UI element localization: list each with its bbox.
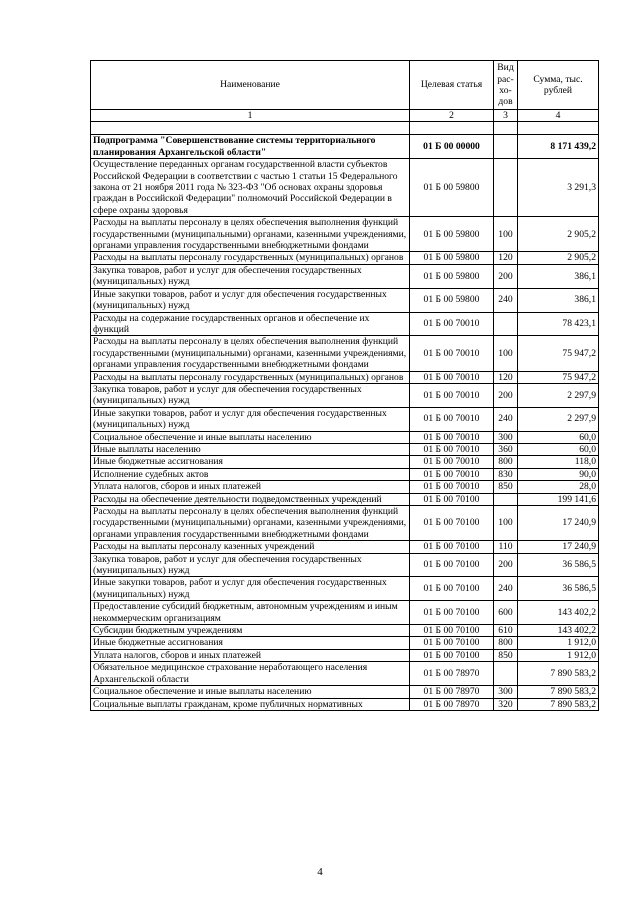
table-row	[91, 625, 599, 637]
row-type-cell: 800	[494, 637, 518, 649]
row-type-cell: 200	[494, 264, 518, 288]
row-sum-cell: 2 905,2	[518, 252, 599, 264]
table-body	[91, 135, 599, 711]
row-sum-cell: 75 947,2	[518, 371, 599, 383]
table-header-row	[91, 61, 599, 110]
table-row	[91, 468, 599, 480]
column-number: 3	[494, 110, 518, 122]
row-code-cell: 01 Б 00 70100	[410, 553, 494, 577]
row-type-cell: 300	[494, 686, 518, 698]
row-code-cell: 01 Б 00 70010	[410, 371, 494, 383]
row-type-cell: 200	[494, 553, 518, 577]
row-sum-cell: 7 890 583,2	[518, 662, 599, 686]
row-type-cell	[494, 662, 518, 686]
row-name-cell: Иные выплаты населению	[91, 443, 410, 455]
row-type-cell: 100	[494, 336, 518, 371]
table-row	[91, 252, 599, 264]
table-row	[91, 577, 599, 601]
header-type: Вид рас- хо- дов	[494, 61, 518, 110]
row-code-cell: 01 Б 00 70100	[410, 577, 494, 601]
row-type-cell: 610	[494, 625, 518, 637]
row-code-cell: 01 Б 00 70010	[410, 456, 494, 468]
row-name-cell: Исполнение судебных актов	[91, 468, 410, 480]
table-row	[91, 481, 599, 493]
row-name-cell: Предоставление субсидий бюджетным, автономным учреждениям и иным некоммерческим организациям	[91, 601, 410, 625]
table-row	[91, 371, 599, 383]
row-type-cell	[494, 312, 518, 336]
row-sum-cell: 7 890 583,2	[518, 686, 599, 698]
table-row	[91, 456, 599, 468]
row-name-cell: Иные закупки товаров, работ и услуг для обеспечения государственных (муниципальных) нужд	[91, 407, 410, 431]
row-type-cell: 800	[494, 456, 518, 468]
row-code-cell: 01 Б 00 78970	[410, 686, 494, 698]
row-sum-cell: 386,1	[518, 264, 599, 288]
row-code-cell: 01 Б 00 59800	[410, 264, 494, 288]
table-row	[91, 443, 599, 455]
row-name-cell: Социальное обеспечение и иные выплаты населению	[91, 431, 410, 443]
row-type-cell: 120	[494, 252, 518, 264]
row-name-cell: Расходы на выплаты персоналу государственных (муниципальных) органов	[91, 371, 410, 383]
row-type-cell: 320	[494, 698, 518, 710]
table-row	[91, 217, 599, 252]
row-name-cell: Расходы на выплаты персоналу государственных (муниципальных) органов	[91, 252, 410, 264]
table-row	[91, 637, 599, 649]
row-code-cell: 01 Б 00 59800	[410, 252, 494, 264]
row-code-cell: 01 Б 00 00000	[410, 135, 494, 159]
header-name: Наименование	[91, 61, 410, 110]
row-name-cell: Уплата налогов, сборов и иных платежей	[91, 649, 410, 661]
row-sum-cell: 75 947,2	[518, 336, 599, 371]
row-sum-cell: 1 912,0	[518, 637, 599, 649]
row-name-cell: Социальные выплаты гражданам, кроме публичных нормативных	[91, 698, 410, 710]
row-sum-cell: 78 423,1	[518, 312, 599, 336]
row-sum-cell: 386,1	[518, 288, 599, 312]
table-row	[91, 135, 599, 159]
table-row	[91, 159, 599, 217]
row-code-cell: 01 Б 00 70100	[410, 541, 494, 553]
row-name-cell: Закупка товаров, работ и услуг для обеспечения государственных (муниципальных) нужд	[91, 553, 410, 577]
row-type-cell	[494, 135, 518, 159]
row-name-cell: Иные бюджетные ассигнования	[91, 637, 410, 649]
row-sum-cell: 143 402,2	[518, 601, 599, 625]
row-sum-cell: 17 240,9	[518, 506, 599, 541]
table-row	[91, 383, 599, 407]
row-type-cell	[494, 159, 518, 217]
row-sum-cell: 7 890 583,2	[518, 698, 599, 710]
row-name-cell: Обязательное медицинское страхование неработающего населения Архангельской области	[91, 662, 410, 686]
row-type-cell: 100	[494, 506, 518, 541]
row-sum-cell: 2 297,9	[518, 383, 599, 407]
row-sum-cell: 28,0	[518, 481, 599, 493]
table-row	[91, 336, 599, 371]
row-code-cell: 01 Б 00 70100	[410, 625, 494, 637]
row-code-cell: 01 Б 00 70010	[410, 443, 494, 455]
row-name-cell: Закупка товаров, работ и услуг для обеспечения государственных (муниципальных) нужд	[91, 383, 410, 407]
row-type-cell	[494, 493, 518, 505]
row-sum-cell: 143 402,2	[518, 625, 599, 637]
row-name-cell: Закупка товаров, работ и услуг для обеспечения государственных (муниципальных) нужд	[91, 264, 410, 288]
row-name-cell: Уплата налогов, сборов и иных платежей	[91, 481, 410, 493]
row-code-cell: 01 Б 00 70100	[410, 637, 494, 649]
column-number: 4	[518, 110, 599, 122]
row-sum-cell: 199 141,6	[518, 493, 599, 505]
row-sum-cell: 1 912,0	[518, 649, 599, 661]
row-type-cell: 200	[494, 383, 518, 407]
row-name-cell: Социальное обеспечение и иные выплаты населению	[91, 686, 410, 698]
row-sum-cell: 36 586,5	[518, 553, 599, 577]
row-name-cell: Иные закупки товаров, работ и услуг для обеспечения государственных (муниципальных) нужд	[91, 577, 410, 601]
table-row	[91, 541, 599, 553]
row-code-cell: 01 Б 00 59800	[410, 159, 494, 217]
row-name-cell: Расходы на содержание государственных органов и обеспечение их функций	[91, 312, 410, 336]
header-code: Целевая статья	[410, 61, 494, 110]
row-code-cell: 01 Б 00 70010	[410, 468, 494, 480]
row-name-cell: Расходы на выплаты персоналу в целях обеспечения выполнения функций государственными (муниципальными) органами, казенными учреждениями, органами управления государственными внебюджетными фондами	[91, 506, 410, 541]
table-row	[91, 493, 599, 505]
row-name-cell: Расходы на обеспечение деятельности подведомственных учреждений	[91, 493, 410, 505]
row-code-cell: 01 Б 00 70010	[410, 336, 494, 371]
spacer-row	[91, 122, 599, 135]
row-code-cell: 01 Б 00 78970	[410, 662, 494, 686]
row-sum-cell: 90,0	[518, 468, 599, 480]
row-code-cell: 01 Б 00 78970	[410, 698, 494, 710]
table-row	[91, 312, 599, 336]
row-sum-cell: 60,0	[518, 431, 599, 443]
row-sum-cell: 118,0	[518, 456, 599, 468]
row-name-cell: Подпрограмма "Совершенствование системы территориального планирования Архангельской области"	[91, 135, 410, 159]
row-code-cell: 01 Б 00 70010	[410, 481, 494, 493]
row-sum-cell: 2 905,2	[518, 217, 599, 252]
row-name-cell: Расходы на выплаты персоналу в целях обеспечения выполнения функций государственными (муниципальными) органами, казенными учреждениями, органами управления государственными внебюджетными фондами	[91, 336, 410, 371]
row-type-cell: 100	[494, 217, 518, 252]
column-number-row	[91, 110, 599, 122]
row-code-cell: 01 Б 00 70100	[410, 601, 494, 625]
row-sum-cell: 60,0	[518, 443, 599, 455]
row-type-cell: 850	[494, 481, 518, 493]
row-code-cell: 01 Б 00 70010	[410, 431, 494, 443]
table-row	[91, 407, 599, 431]
row-code-cell: 01 Б 00 70100	[410, 493, 494, 505]
row-type-cell: 300	[494, 431, 518, 443]
column-number: 2	[410, 110, 494, 122]
row-sum-cell: 8 171 439,2	[518, 135, 599, 159]
row-name-cell: Осуществление переданных органам государственной власти субъектов Российской Федерации в соответствии с частью 1 статьи 15 Федерального закона от 21 ноября 2011 года № 323-ФЗ "Об основах охраны здоровья граждан в Российской Федерации" полномочий Российской Федерации в сфере охраны здоровья	[91, 159, 410, 217]
row-type-cell: 120	[494, 371, 518, 383]
header-sum: Сумма, тыс. рублей	[518, 61, 599, 110]
row-code-cell: 01 Б 00 70010	[410, 407, 494, 431]
table-row	[91, 264, 599, 288]
row-sum-cell: 36 586,5	[518, 577, 599, 601]
row-code-cell: 01 Б 00 70100	[410, 649, 494, 661]
row-name-cell: Расходы на выплаты персоналу в целях обеспечения выполнения функций государственными (муниципальными) органами, казенными учреждениями, органами управления государственными внебюджетными фондами	[91, 217, 410, 252]
row-name-cell: Расходы на выплаты персоналу казенных учреждений	[91, 541, 410, 553]
row-type-cell: 830	[494, 468, 518, 480]
table-row	[91, 553, 599, 577]
row-type-cell: 240	[494, 288, 518, 312]
row-sum-cell: 17 240,9	[518, 541, 599, 553]
row-code-cell: 01 Б 00 59800	[410, 288, 494, 312]
row-sum-cell: 3 291,3	[518, 159, 599, 217]
table-row	[91, 288, 599, 312]
budget-table	[90, 60, 599, 711]
row-code-cell: 01 Б 00 59800	[410, 217, 494, 252]
row-type-cell: 110	[494, 541, 518, 553]
row-code-cell: 01 Б 00 70100	[410, 506, 494, 541]
column-number: 1	[91, 110, 410, 122]
row-name-cell: Субсидии бюджетным учреждениям	[91, 625, 410, 637]
table-row	[91, 506, 599, 541]
row-code-cell: 01 Б 00 70010	[410, 383, 494, 407]
row-type-cell: 850	[494, 649, 518, 661]
row-type-cell: 360	[494, 443, 518, 455]
page-number: 4	[317, 866, 323, 878]
row-type-cell: 240	[494, 577, 518, 601]
row-type-cell: 600	[494, 601, 518, 625]
row-type-cell: 240	[494, 407, 518, 431]
table-row	[91, 698, 599, 710]
row-code-cell: 01 Б 00 70010	[410, 312, 494, 336]
table-row	[91, 431, 599, 443]
row-sum-cell: 2 297,9	[518, 407, 599, 431]
table-row	[91, 662, 599, 686]
row-name-cell: Иные бюджетные ассигнования	[91, 456, 410, 468]
row-name-cell: Иные закупки товаров, работ и услуг для обеспечения государственных (муниципальных) нужд	[91, 288, 410, 312]
table-row	[91, 649, 599, 661]
table-row	[91, 686, 599, 698]
table-row	[91, 601, 599, 625]
